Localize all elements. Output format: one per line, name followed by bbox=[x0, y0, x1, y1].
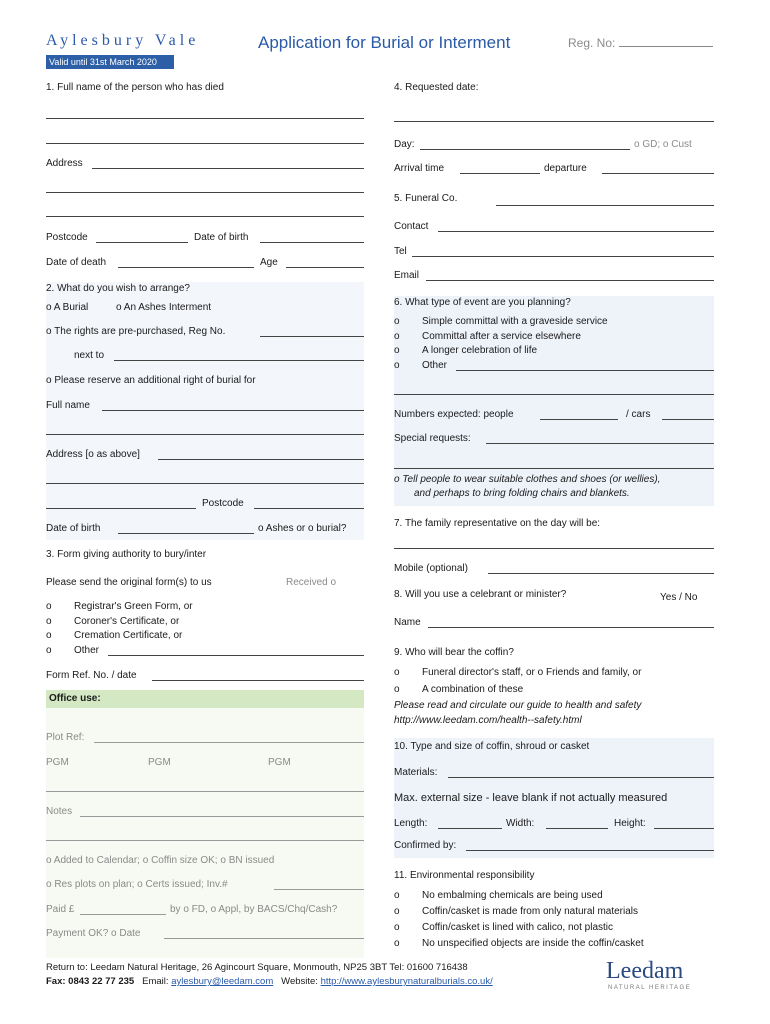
gd-cust-options[interactable]: o GD; o Cust bbox=[634, 139, 692, 150]
day-field[interactable] bbox=[420, 149, 630, 150]
event-other-line-2[interactable] bbox=[394, 394, 714, 395]
reserve-address-label: Address [o as above] bbox=[46, 449, 140, 460]
dod-label: Date of death bbox=[46, 257, 107, 268]
reserve-address-line-3[interactable] bbox=[46, 508, 196, 509]
reserve-address-line-2[interactable] bbox=[46, 483, 364, 484]
env-item-4: No unspecified objects are inside the coffin/casket bbox=[422, 938, 644, 949]
event-bullet-1[interactable]: o bbox=[394, 316, 400, 327]
form-bullet-4[interactable]: o bbox=[46, 645, 52, 656]
footer-website-link[interactable]: http://www.aylesburynaturalburials.co.uk/ bbox=[320, 976, 493, 987]
event-bullet-3[interactable]: o bbox=[394, 345, 400, 356]
event-bullet-2[interactable]: o bbox=[394, 331, 400, 342]
env-bullet-3[interactable]: o bbox=[394, 922, 400, 933]
max-size-note: Max. external size - leave blank if not actually measured bbox=[394, 792, 668, 804]
form-item-1: Registrar's Green Form, or bbox=[74, 601, 193, 612]
family-rep-field[interactable] bbox=[394, 548, 714, 549]
paid-label: Paid £ bbox=[46, 904, 75, 915]
section-5-title: 5. Funeral Co. bbox=[394, 193, 458, 204]
section-2-title: 2. What do you wish to arrange? bbox=[46, 283, 190, 294]
office-use-title: Office use: bbox=[46, 690, 364, 708]
resplots-checkboxes[interactable]: o Res plots on plan; o Certs issued; Inv.# bbox=[46, 879, 228, 890]
coffin-bearer-combination: A combination of these bbox=[422, 684, 524, 695]
height-field[interactable] bbox=[654, 828, 714, 829]
materials-field[interactable] bbox=[448, 777, 714, 778]
reserve-full-name-line-2[interactable] bbox=[46, 434, 364, 435]
event-item-3: A longer celebration of life bbox=[422, 345, 538, 356]
cars-field[interactable] bbox=[662, 419, 714, 420]
event-item-1: Simple committal with a graveside service bbox=[422, 316, 608, 327]
event-bullet-4[interactable]: o bbox=[394, 360, 400, 371]
env-bullet-2[interactable]: o bbox=[394, 906, 400, 917]
send-original-label: Please send the original form(s) to us bbox=[46, 577, 212, 588]
payment-date-field[interactable] bbox=[164, 938, 364, 939]
paid-amount-field[interactable] bbox=[80, 914, 166, 915]
office-line-1[interactable] bbox=[46, 791, 364, 792]
reserve-right-checkbox[interactable]: o Please reserve an additional right of burial for bbox=[46, 375, 256, 386]
env-item-1: No embalming chemicals are being used bbox=[422, 890, 603, 901]
notes-field[interactable] bbox=[80, 816, 364, 817]
address-line-3[interactable] bbox=[46, 216, 364, 217]
width-label: Width: bbox=[506, 818, 535, 829]
dob-field[interactable] bbox=[260, 242, 364, 243]
paid-by-options[interactable]: by o FD, o Appl, by BACS/Chq/Cash? bbox=[170, 904, 338, 915]
footer-email-label: Email: bbox=[142, 976, 169, 987]
env-item-3: Coffin/casket is lined with calico, not plastic bbox=[422, 922, 614, 933]
leedam-logo: Leedam bbox=[606, 958, 684, 984]
section-11-title: 11. Environmental responsibility bbox=[394, 870, 535, 881]
special-requests-field[interactable] bbox=[486, 443, 714, 444]
contact-field[interactable] bbox=[438, 231, 714, 232]
confirmed-by-label: Confirmed by: bbox=[394, 840, 457, 851]
rights-reg-no-field[interactable] bbox=[260, 336, 364, 337]
dod-field[interactable] bbox=[118, 267, 254, 268]
tell-people-line-2: and perhaps to bring folding chairs and blankets. bbox=[414, 488, 630, 499]
departure-label: departure bbox=[544, 163, 587, 174]
plot-ref-field[interactable] bbox=[94, 742, 364, 743]
plot-ref-label: Plot Ref: bbox=[46, 732, 85, 743]
address-line-1[interactable] bbox=[92, 168, 364, 169]
reg-no-label: Reg. No: bbox=[568, 36, 616, 50]
section-10-title: 10. Type and size of coffin, shroud or casket bbox=[394, 741, 590, 752]
full-name-line-2[interactable] bbox=[46, 143, 364, 144]
reg-no-field[interactable] bbox=[568, 36, 713, 50]
mobile-label: Mobile (optional) bbox=[394, 563, 468, 574]
full-name-line-1[interactable] bbox=[46, 118, 364, 119]
reserve-full-name-label: Full name bbox=[46, 400, 90, 411]
env-item-2: Coffin/casket is made from only natural materials bbox=[422, 906, 639, 917]
pgm-label-2: PGM bbox=[148, 757, 171, 768]
email-field[interactable] bbox=[426, 280, 714, 281]
section-3-title: 3. Form giving authority to bury/inter bbox=[46, 549, 207, 560]
leedam-logo-subtitle: NATURAL HERITAGE bbox=[608, 985, 692, 991]
length-field[interactable] bbox=[438, 828, 502, 829]
section-9-title: 9. Who will bear the coffin? bbox=[394, 647, 514, 658]
rights-prepurchased-checkbox[interactable]: o The rights are pre-purchased, Reg No. bbox=[46, 326, 226, 337]
form-item-2: Coroner's Certificate, or bbox=[74, 616, 180, 627]
address-line-2[interactable] bbox=[46, 192, 364, 193]
height-label: Height: bbox=[614, 818, 646, 829]
materials-label: Materials: bbox=[394, 767, 438, 778]
postcode-label: Postcode bbox=[46, 232, 88, 243]
event-item-2: Committal after a service elsewhere bbox=[422, 331, 581, 342]
reserve-dob-label: Date of birth bbox=[46, 523, 101, 534]
health-safety-note: Please read and circulate our guide to health and safety bbox=[394, 700, 642, 711]
form-item-3: Cremation Certificate, or bbox=[74, 630, 183, 641]
coffin-bearer-bullet-2[interactable]: o bbox=[394, 684, 400, 695]
funeral-co-field[interactable] bbox=[496, 205, 714, 206]
tell-people-checkbox[interactable]: o Tell people to wear suitable clothes and shoes (or wellies), bbox=[394, 474, 661, 485]
numbers-people-field[interactable] bbox=[540, 419, 618, 420]
arrival-field[interactable] bbox=[460, 173, 540, 174]
section-8-title: 8. Will you use a celebrant or minister? bbox=[394, 589, 567, 600]
reserve-dob-field[interactable] bbox=[118, 533, 254, 534]
cars-label: / cars bbox=[626, 409, 651, 420]
opt-ashes-checkbox[interactable]: o An Ashes Interment bbox=[116, 302, 212, 313]
form-item-4: Other bbox=[74, 645, 100, 656]
age-field[interactable] bbox=[286, 267, 364, 268]
event-other-field[interactable] bbox=[456, 370, 714, 371]
section-7-title: 7. The family representative on the day will be: bbox=[394, 518, 601, 529]
payment-ok-label[interactable]: Payment OK? o Date bbox=[46, 928, 141, 939]
celebrant-yes-no[interactable]: Yes / No bbox=[660, 592, 698, 603]
day-label: Day: bbox=[394, 139, 415, 150]
celebrant-name-label: Name bbox=[394, 617, 421, 628]
tel-label: Tel bbox=[394, 246, 407, 257]
tel-field[interactable] bbox=[412, 256, 714, 257]
section-4-title: 4. Requested date: bbox=[394, 82, 479, 93]
celebrant-name-field[interactable] bbox=[428, 627, 714, 628]
age-label: Age bbox=[260, 257, 278, 268]
footer-email-link[interactable]: aylesbury@leedam.com bbox=[171, 976, 274, 987]
length-label: Length: bbox=[394, 818, 428, 829]
form-other-field[interactable] bbox=[108, 655, 364, 656]
form-ref-field[interactable] bbox=[152, 680, 364, 681]
page-title: Application for Burial or Interment bbox=[258, 33, 511, 52]
pgm-label-3: PGM bbox=[268, 757, 291, 768]
section-6-title: 6. What type of event are you planning? bbox=[394, 297, 571, 308]
footer-address: Return to: Leedam Natural Heritage, 26 Agincourt Square, Monmouth, NP25 3BT Tel: 01600 716438 bbox=[46, 962, 468, 973]
form-bullet-3[interactable]: o bbox=[46, 630, 52, 641]
special-requests-label: Special requests: bbox=[394, 433, 471, 444]
confirmed-by-field[interactable] bbox=[466, 850, 714, 851]
reserve-address-field[interactable] bbox=[158, 459, 364, 460]
special-requests-line-2[interactable] bbox=[394, 468, 714, 469]
numbers-people-label: Numbers expected: people bbox=[394, 409, 514, 420]
calendar-checkboxes[interactable]: o Added to Calendar; o Coffin size OK; o BN issued bbox=[46, 855, 275, 866]
footer-fax: Fax: 0843 22 77 235 bbox=[46, 976, 135, 987]
form-ref-label: Form Ref. No. / date bbox=[46, 670, 137, 681]
address-label: Address bbox=[46, 158, 83, 169]
coffin-bearer-options[interactable]: Funeral director's staff, or o Friends and family, or bbox=[422, 667, 642, 678]
env-bullet-1[interactable]: o bbox=[394, 890, 400, 901]
postcode-field[interactable] bbox=[96, 242, 188, 243]
health-safety-link[interactable]: http://www.leedam.com/health--safety.html bbox=[394, 715, 582, 726]
env-bullet-4[interactable]: o bbox=[394, 938, 400, 949]
ashes-or-burial-choice[interactable]: o Ashes or o burial? bbox=[258, 523, 347, 534]
notes-line-2[interactable] bbox=[46, 840, 364, 841]
email-label: Email bbox=[394, 270, 420, 281]
brand-logo-text: Aylesbury Vale bbox=[46, 32, 200, 49]
contact-label: Contact bbox=[394, 221, 429, 232]
requested-date-line[interactable] bbox=[394, 121, 714, 122]
next-to-field[interactable] bbox=[114, 360, 364, 361]
reserve-full-name-field[interactable] bbox=[102, 410, 364, 411]
form-bullet-2[interactable]: o bbox=[46, 616, 52, 627]
section-1-title: 1. Full name of the person who has died bbox=[46, 82, 224, 93]
reserve-postcode-field[interactable] bbox=[254, 508, 364, 509]
mobile-field[interactable] bbox=[488, 573, 714, 574]
office-use-area bbox=[46, 708, 364, 958]
arrival-label: Arrival time bbox=[394, 163, 445, 174]
width-field[interactable] bbox=[546, 828, 608, 829]
event-item-4: Other bbox=[422, 360, 448, 371]
reserve-postcode-label: Postcode bbox=[202, 498, 244, 509]
coffin-bearer-bullet-1[interactable]: o bbox=[394, 667, 400, 678]
dob-label: Date of birth bbox=[194, 232, 249, 243]
footer-website-label: Website: bbox=[281, 976, 318, 987]
opt-burial-checkbox[interactable]: o A Burial bbox=[46, 302, 89, 313]
invoice-no-field[interactable] bbox=[274, 889, 364, 890]
form-bullet-1[interactable]: o bbox=[46, 601, 52, 612]
notes-label: Notes bbox=[46, 806, 73, 817]
footer-contacts bbox=[46, 976, 493, 987]
valid-until-banner: Valid until 31st March 2020 bbox=[46, 55, 174, 69]
next-to-label: next to bbox=[74, 350, 105, 361]
received-checkbox[interactable]: Received o bbox=[286, 577, 337, 588]
pgm-label-1: PGM bbox=[46, 757, 69, 768]
departure-field[interactable] bbox=[602, 173, 714, 174]
